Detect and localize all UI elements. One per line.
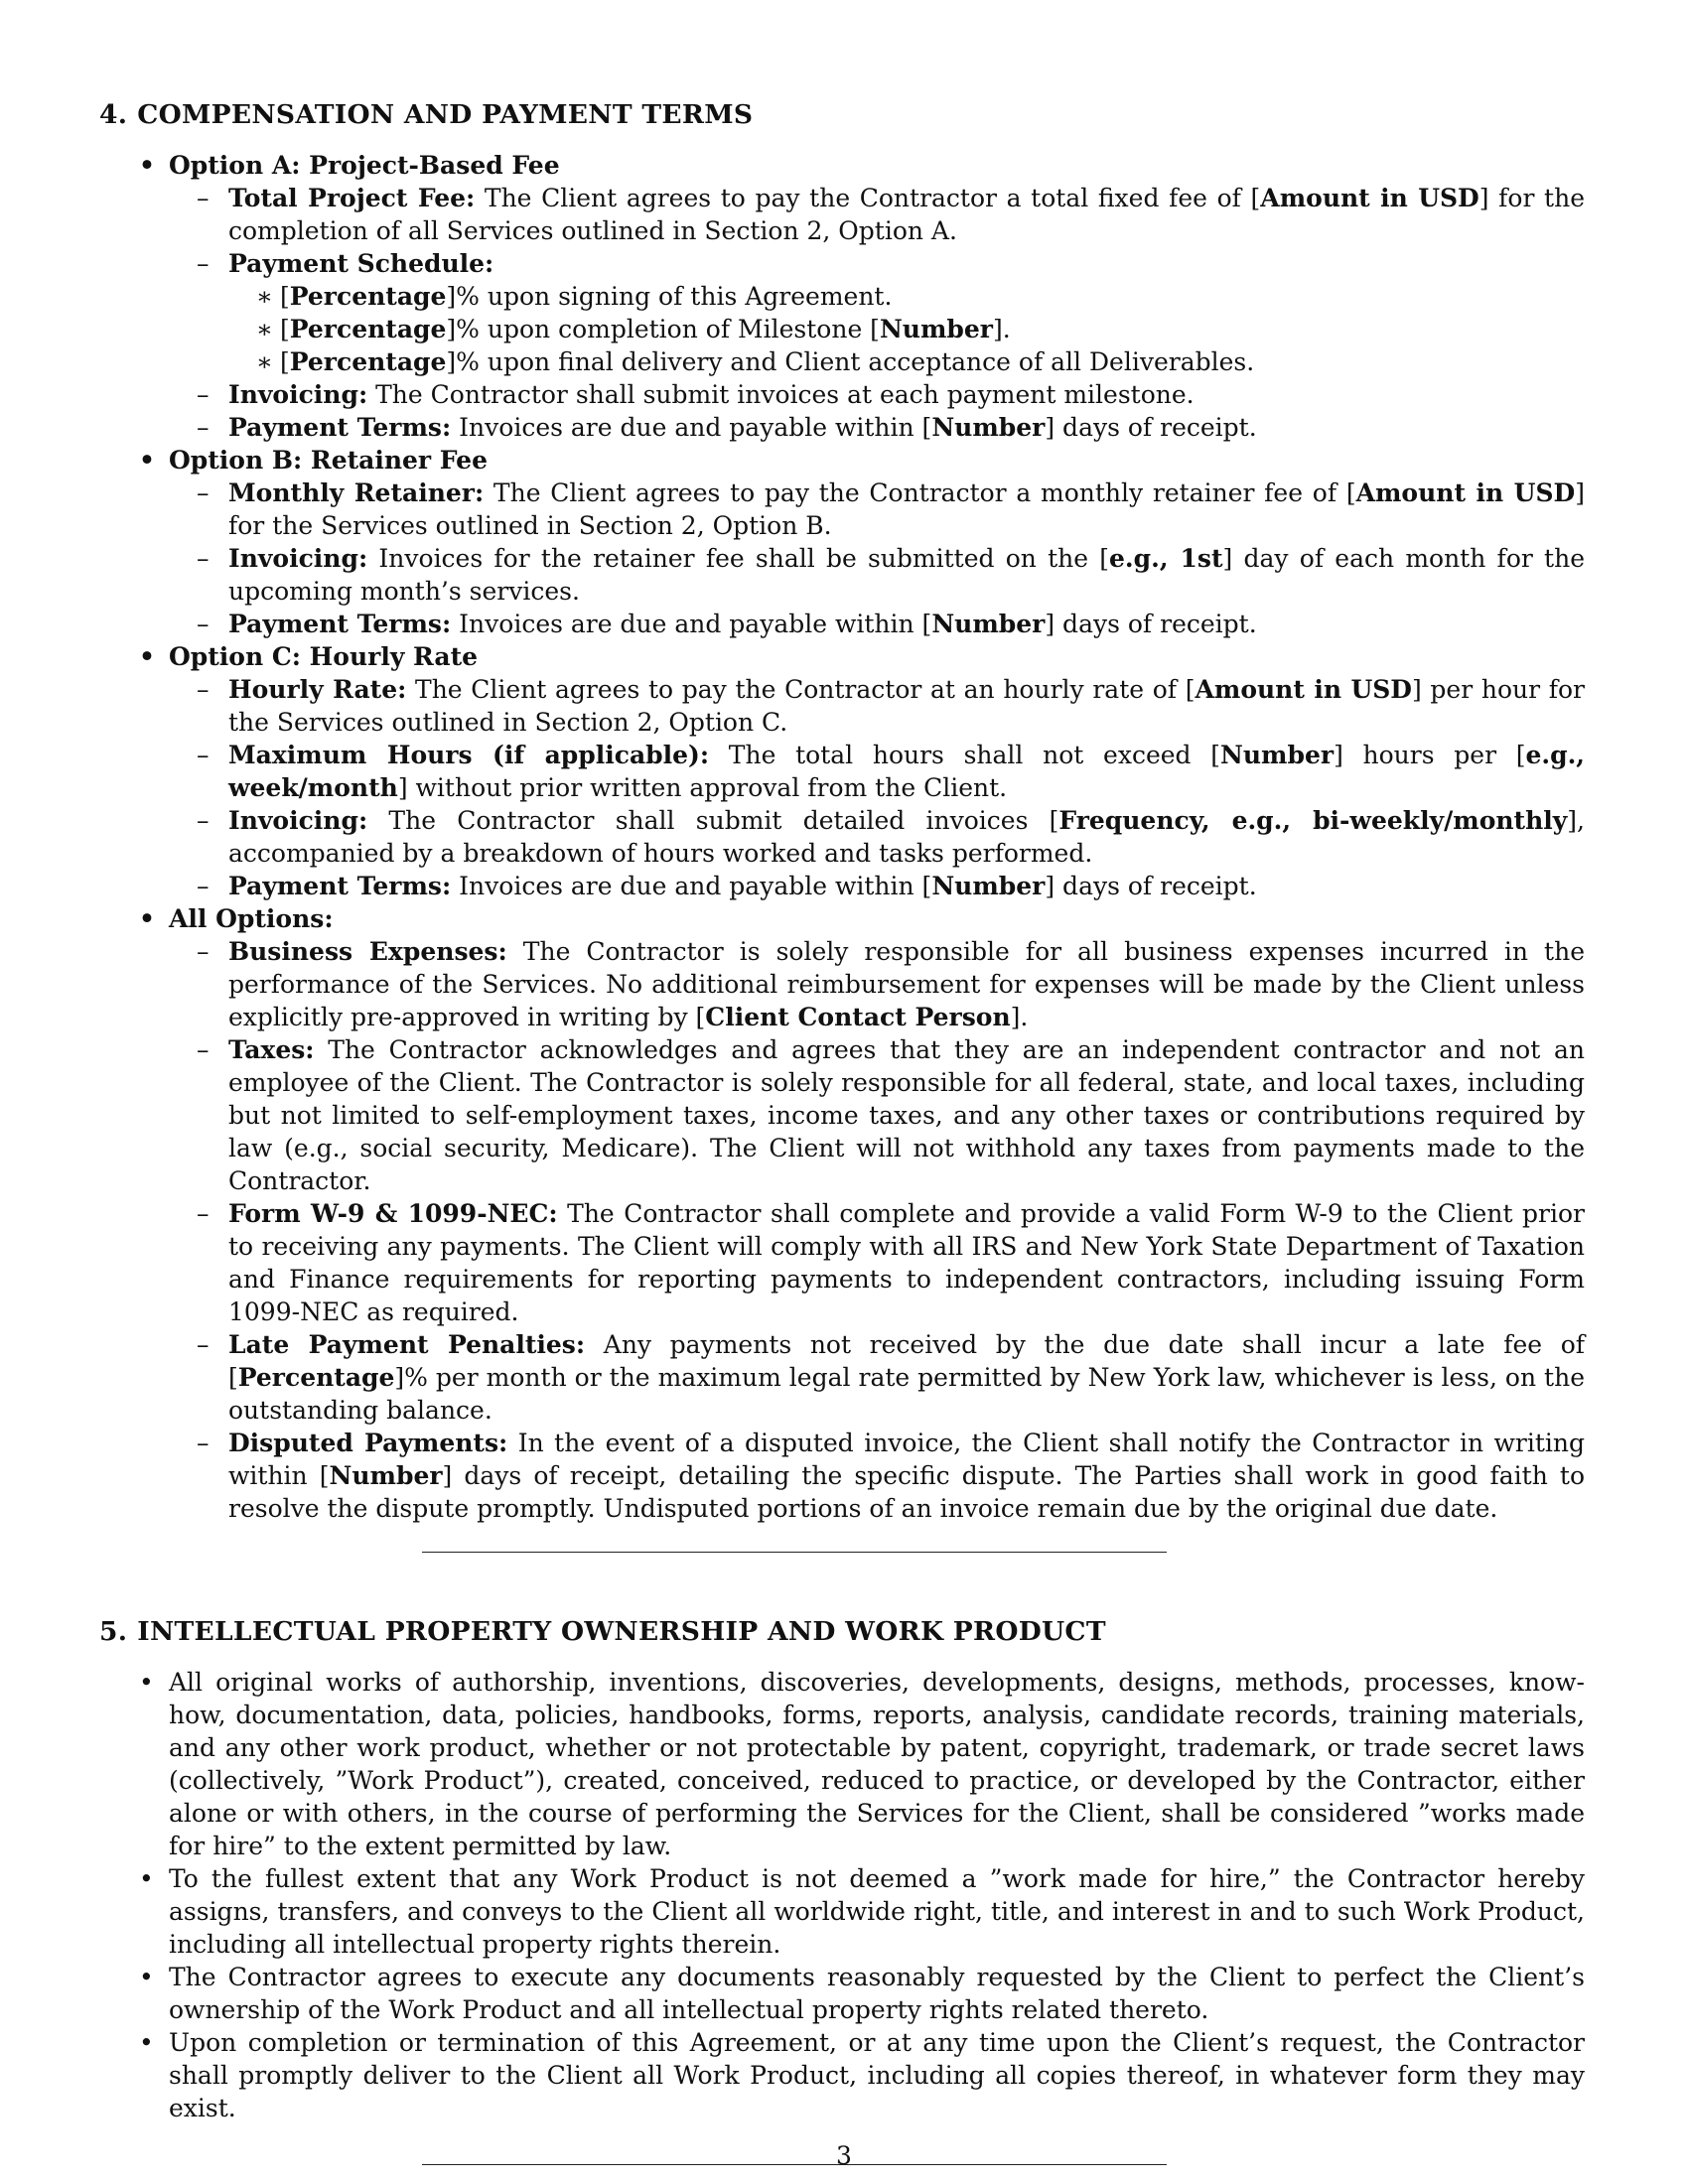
list-item: – Late Payment Penalties: Any payments not received by the due date shall incur a late fee of [Percentage]% per month or the maximum legal rate permitted by New York law, whichever is less, on the outstanding balance.: [197, 1330, 1585, 1425]
list-item: • To the fullest extent that any Work Product is not deemed a ”work made for hire,” the Contractor hereby assigns, transfers, and conveys to the Client all worldwide right, title, and interest in and to such Work Product, including all intellectual property rights therein.: [139, 1864, 1585, 1959]
section-4-list: [99, 149, 1585, 1525]
list-item: – Invoicing: The Contractor shall submit invoices at each payment milestone.: [197, 380, 1195, 409]
list-item: – Business Expenses: The Contractor is solely responsible for all business expenses incurred in the performance of the Services. No additional reimbursement for expenses will be made by the Client unless explicitly pre-approved in writing by [Client Contact Person].: [197, 937, 1585, 1031]
list-item: – Maximum Hours (if applicable): The total hours shall not exceed [Number] hours per [e.g., week/month] without prior written approval from the Client.: [197, 741, 1585, 802]
list-item: – Invoicing: Invoices for the retainer fee shall be submitted on the [e.g., 1st] day of each month for the upcoming month’s services.: [197, 544, 1585, 606]
list-item: – Payment Terms: Invoices are due and payable within [Number] days of receipt.: [197, 413, 1257, 442]
list-item: – Payment Terms: Invoices are due and payable within [Number] days of receipt.: [197, 872, 1257, 900]
list-item: – Hourly Rate: The Client agrees to pay the Contractor at an hourly rate of [Amount in USD] per hour for the Services outlined in Section 2, Option C.: [197, 675, 1585, 737]
option-b-title: Option B: Retainer Fee: [169, 446, 488, 475]
list-item: • The Contractor agrees to execute any documents reasonably requested by the Client to perfect the Client’s ownership of the Work Product and all intellectual property rights related thereto.: [139, 1963, 1585, 2024]
all-options-title: All Options:: [169, 904, 334, 933]
all-options: • All Options: – Business Expenses: The Contractor is solely responsible for all business expenses incurred in the performance of the Services. No additional reimbursement for expenses will be made by the Client unless explicitly pre-approved in writing by [Client Contact Person]. – Taxes: The Contractor acknowledges and agrees that they are an independent contractor and not an employee of the Client. The Contractor is solely responsible for all federal, state, and local taxes, including but not limited to self-employment taxes, income taxes, and any other taxes or contributions required by law (e.g., social security, Medicare). The Client will not withhold any taxes from payments made to the Contractor. – Form W-9 & 1099-NEC: The Contractor shall complete and provide a valid Form W-9 to the Client prior to receiving any payments. The Client will comply with all IRS and New York State Department of Taxation and Finance requirements for reporting payments to independent contractors, including issuing Form 1099-NEC as required. – Late Payment Penalties: Any payments not received by the due date shall incur a late fee of [Percentage]% per month or the maximum legal rate permitted by New York law, whichever is less, on the outstanding balance. – Disputed Payments: In the event of a disputed invoice, the Client shall notify the Contractor in writing within [Number] days of receipt, detailing the specific dispute. The Parties shall work in good faith to resolve the dispute promptly. Undisputed portions of an invoice remain due by the original due date.: [139, 904, 1586, 1523]
list-item: • All original works of authorship, inventions, discoveries, developments, designs, methods, processes, know-how, documentation, data, policies, handbooks, forms, reports, analysis, candidate records, training materials, and any other work product, whether or not protectable by patent, copyright, trademark, or trade secret laws (collectively, ”Work Product”), created, conceived, reduced to practice, or developed by the Contractor, either alone or with others, in the course of performing the Services for the Client, shall be considered ”works made for hire” to the extent permitted by law.: [139, 1668, 1585, 1860]
list-item: – Monthly Retainer: The Client agrees to pay the Contractor a monthly retainer fee of [Amount in USD] for the Services outlined in Section 2, Option B.: [197, 478, 1585, 540]
section-5-heading: 5. INTELLECTUAL PROPERTY OWNERSHIP AND WORK PRODUCT: [99, 1616, 1106, 1647]
list-item: • Upon completion or termination of this Agreement, or at any time upon the Client’s request, the Contractor shall promptly deliver to the Client all Work Product, including all copies thereof, in whatever form they may exist.: [139, 2028, 1585, 2122]
section-4-heading: 4. COMPENSATION AND PAYMENT TERMS: [99, 99, 754, 130]
section-divider: [422, 1552, 1167, 1553]
list-item: ∗ [Percentage]% upon signing of this Agreement.: [256, 282, 893, 311]
list-item: – Invoicing: The Contractor shall submit detailed invoices [Frequency, e.g., bi-weekly/monthly], accompanied by a breakdown of hours worked and tasks performed.: [197, 806, 1585, 868]
option-c: • Option C: Hourly Rate – Hourly Rate: The Client agrees to pay the Contractor at an hourly rate of [Amount in USD] per hour for the Services outlined in Section 2, Option C. – Maximum Hours (if applicable): The total hours shall not exceed [Number] hours per [e.g., week/month] without prior written approval from the Client. – Invoicing: The Contractor shall submit detailed invoices [Frequency, e.g., bi-weekly/monthly], accompanied by a breakdown of hours worked and tasks performed. – Payment Terms: Invoices are due and payable within [Number] days of receipt.: [139, 642, 1585, 900]
list-item: – Form W-9 & 1099-NEC: The Contractor shall complete and provide a valid Form W-9 to the Client prior to receiving any payments. The Client will comply with all IRS and New York State Department of Taxation and Finance requirements for reporting payments to independent contractors, including issuing Form 1099-NEC as required.: [197, 1199, 1585, 1326]
list-item: – Payment Schedule: ∗ [Percentage]% upon signing of this Agreement. ∗ [Percentage]% upon completion of Milestone [Number]. ∗ [Percentage]% upon final delivery and Client acceptance of all Deliverables.: [169, 247, 1585, 378]
list-item: – Payment Terms: Invoices are due and payable within [Number] days of receipt.: [197, 610, 1257, 638]
option-c-title: Option C: Hourly Rate: [169, 642, 479, 671]
list-item: ∗ [Percentage]% upon completion of Milestone [Number].: [256, 315, 1011, 343]
option-a-title: Option A: Project-Based Fee: [169, 151, 560, 180]
list-item: – Total Project Fee: The Client agrees to pay the Contractor a total fixed fee of [Amount in USD] for the completion of all Services outlined in Section 2, Option A.: [197, 184, 1585, 245]
list-item: – Disputed Payments: In the event of a disputed invoice, the Client shall notify the Contractor in writing within [Number] days of receipt, detailing the specific dispute. The Parties shall work in good faith to resolve the dispute promptly. Undisputed portions of an invoice remain due by the original due date.: [197, 1429, 1586, 1523]
option-a: • Option A: Project-Based Fee – Total Project Fee: The Client agrees to pay the Contractor a total fixed fee of [Amount in USD] for the completion of all Services outlined in Section 2, Option A. – Payment Schedule: ∗ [Percentage]% upon signing of this Agreement. ∗ [Percentage]% upon completion of Milestone [Number]. ∗ [Percentage]% upon final delivery and Client acceptance of all Deliverables. – Invoicing: The Contractor shall submit invoices at each payment milestone. – Payment Terms: Invoices are due and payable within [Number] days of receipt.: [139, 151, 1585, 442]
list-item: ∗ [Percentage]% upon final delivery and Client acceptance of all Deliverables.: [256, 347, 1255, 376]
document-page: [99, 97, 1585, 2165]
page-number: 3: [836, 2141, 852, 2170]
section-5-list: [99, 1666, 1585, 2124]
list-item: – Taxes: The Contractor acknowledges and agrees that they are an independent contractor and not an employee of the Client. The Contractor is solely responsible for all federal, state, and local taxes, including but not limited to self-employment taxes, income taxes, and any other taxes or contributions required by law (e.g., social security, Medicare). The Client will not withhold any taxes from payments made to the Contractor.: [197, 1035, 1585, 1195]
option-b: • Option B: Retainer Fee – Monthly Retainer: The Client agrees to pay the Contractor a monthly retainer fee of [Amount in USD] for the Services outlined in Section 2, Option B. – Invoicing: Invoices for the retainer fee shall be submitted on the [e.g., 1st] day of each month for the upcoming month’s services. – Payment Terms: Invoices are due and payable within [Number] days of receipt.: [139, 446, 1585, 638]
